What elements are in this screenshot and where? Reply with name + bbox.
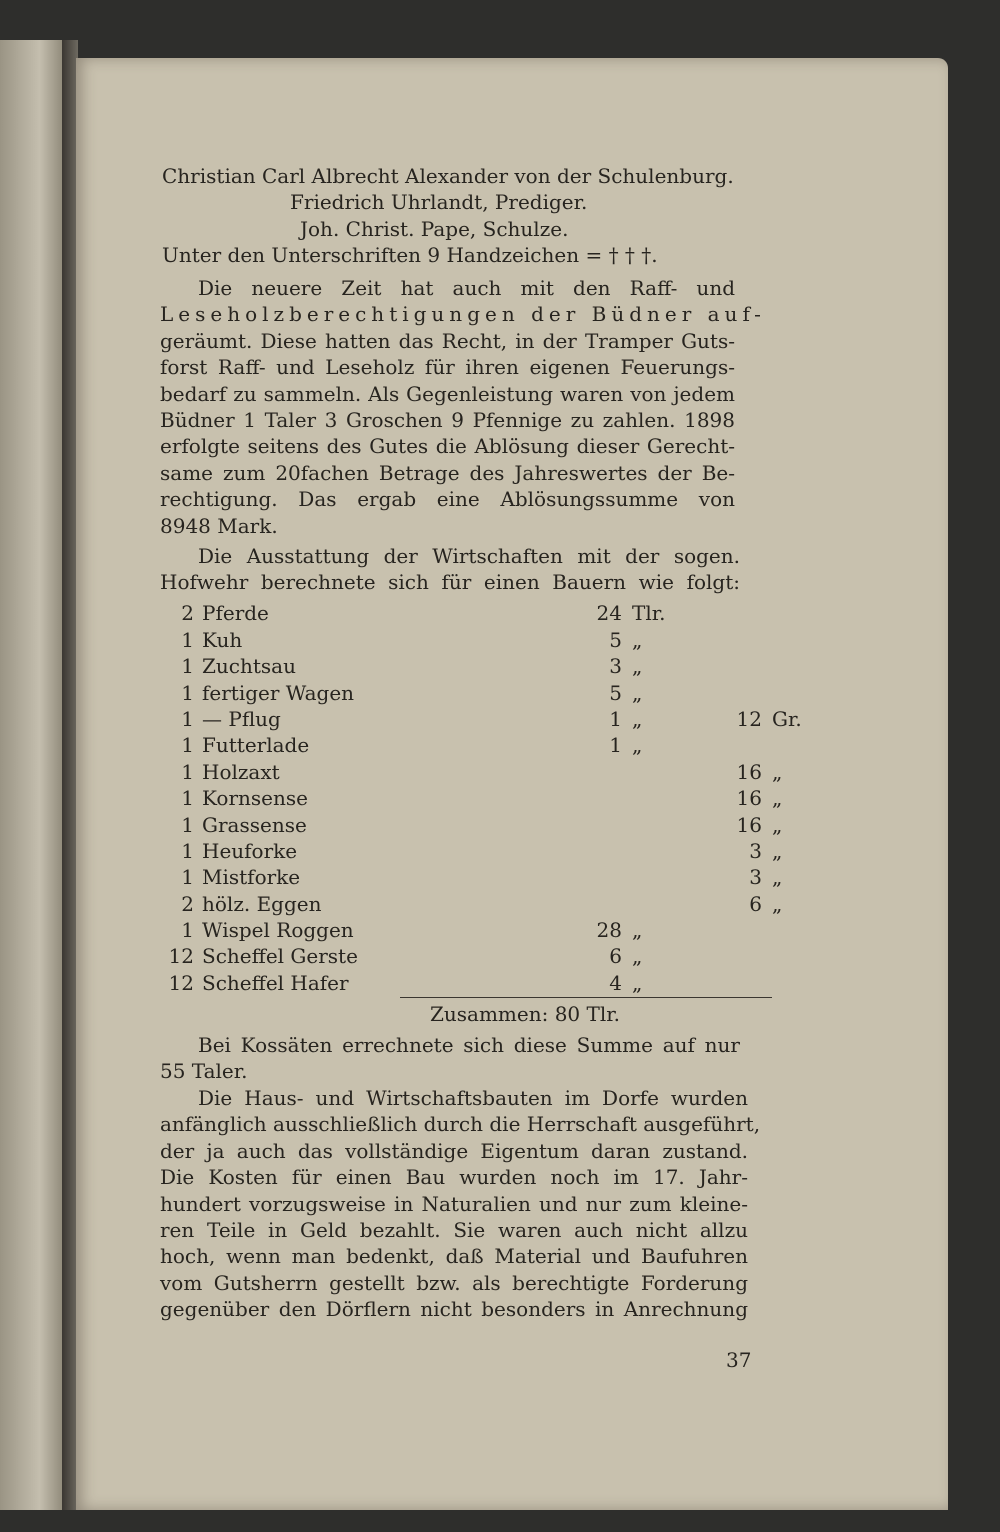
item-taler-unit: „: [632, 970, 643, 995]
item-quantity: 2: [181, 601, 194, 626]
item-name: Scheffel Hafer: [202, 970, 349, 995]
signature-3: Joh. Christ. Pape, Schulze.: [300, 216, 569, 241]
table-row: [160, 916, 812, 942]
table-row: [160, 968, 812, 994]
item-taler: 4: [609, 970, 622, 995]
item-taler: [542, 863, 622, 889]
item-groschen: [692, 942, 762, 968]
item-name: Scheffel Gerste: [202, 944, 358, 969]
item-name: Wispel Roggen: [202, 918, 354, 943]
text-line: 55 Taler.: [160, 1059, 248, 1084]
item-groschen-unit: „: [772, 812, 783, 837]
item-quantity: 1: [181, 786, 194, 811]
item-quantity: 1: [181, 838, 194, 863]
table-row: [160, 705, 812, 731]
item-groschen-unit: [762, 968, 812, 994]
item-name: Mistforke: [202, 865, 301, 890]
item-groschen-unit: „: [772, 891, 783, 916]
text-line: Leseholzberechtigungen der Büdner auf-: [160, 302, 766, 327]
item-taler-unit: [622, 757, 692, 783]
sum-rule: [400, 997, 772, 998]
facing-page-edge: [0, 40, 66, 1510]
paragraph-bauten: [160, 1085, 761, 1323]
text-line: Die Haus- und Wirtschaftsbauten im Dorfe wurden: [198, 1086, 748, 1110]
page-number: 37: [726, 1348, 752, 1372]
handzeichen-line: Unter den Unterschriften 9 Handzeichen = † † †.: [162, 243, 658, 268]
item-name: Grassense: [202, 812, 307, 837]
item-groschen-unit: [762, 599, 812, 625]
item-groschen-unit: [762, 678, 812, 704]
item-taler-unit: [622, 784, 692, 810]
table-row: [160, 810, 812, 836]
item-quantity: 1: [181, 918, 194, 943]
item-groschen-unit: „: [772, 838, 783, 863]
item-name: Holzaxt: [202, 759, 280, 784]
text-line: anfänglich ausschließlich durch die Herrschaft ausgeführt,: [160, 1112, 761, 1137]
item-quantity: 1: [181, 733, 194, 758]
item-taler-unit: [622, 837, 692, 863]
item-name: Zuchtsau: [202, 654, 296, 679]
item-groschen: [692, 916, 762, 942]
item-taler: 6: [609, 944, 622, 969]
table-row: [160, 678, 812, 704]
item-taler-unit: „: [632, 654, 643, 679]
table-row: [160, 863, 812, 889]
item-groschen: [692, 625, 762, 651]
item-taler-unit: [622, 810, 692, 836]
text-line: Die neuere Zeit hat auch mit den Raff- und: [198, 276, 735, 300]
hofwehr-list: [160, 599, 812, 995]
item-quantity: 12: [168, 944, 194, 969]
item-taler-unit: [622, 889, 692, 915]
item-quantity: 1: [181, 759, 194, 784]
item-name: — Pflug: [202, 706, 281, 731]
item-taler-unit: „: [632, 627, 643, 652]
item-groschen-unit: „: [772, 865, 783, 890]
signatures-block: [160, 163, 740, 269]
item-taler: 3: [609, 654, 622, 679]
item-name: Pferde: [202, 601, 269, 626]
text-line: bedarf zu sammeln. Als Gegenleistung waren von jedem: [160, 381, 735, 406]
item-name: fertiger Wagen: [202, 680, 355, 705]
item-quantity: 1: [181, 865, 194, 890]
text-line: der ja auch das vollständige Eigentum daran zustand.: [160, 1138, 748, 1163]
item-groschen: [692, 968, 762, 994]
item-taler: [542, 837, 622, 863]
item-taler: 5: [609, 680, 622, 705]
item-groschen: [692, 599, 762, 625]
item-name: Kornsense: [202, 786, 308, 811]
item-groschen: 3: [749, 838, 762, 863]
item-name: Futterlade: [202, 733, 310, 758]
item-taler: [542, 889, 622, 915]
paragraph-berechtigungen: [160, 275, 766, 539]
item-quantity: 1: [181, 706, 194, 731]
text-line: Bei Kossäten errechnete sich diese Summe auf nur: [198, 1033, 740, 1057]
table-row: [160, 757, 812, 783]
item-name: hölz. Eggen: [202, 891, 322, 916]
item-groschen-unit: [762, 916, 812, 942]
item-groschen: [692, 678, 762, 704]
item-groschen: 6: [749, 891, 762, 916]
item-groschen: [692, 731, 762, 757]
table-row: [160, 942, 812, 968]
text-line: gegenüber den Dörflern nicht besonders in Anrechnung: [160, 1297, 748, 1322]
paragraph-kossaeten: [160, 1032, 740, 1085]
item-groschen-unit: [762, 652, 812, 678]
item-quantity: 12: [168, 970, 194, 995]
table-row: [160, 731, 812, 757]
table-row: [160, 599, 812, 625]
item-taler-unit: „: [632, 733, 643, 758]
item-quantity: 1: [181, 680, 194, 705]
text-line: hoch, wenn man bedenkt, daß Material und Baufuhren: [160, 1244, 748, 1269]
item-groschen-unit: [762, 731, 812, 757]
item-groschen: 12: [736, 706, 762, 731]
text-line: Hofwehr berechnete sich für einen Bauern wie folgt:: [160, 570, 740, 595]
item-taler-unit: [622, 863, 692, 889]
item-groschen: 16: [736, 759, 762, 784]
item-name: Kuh: [202, 627, 243, 652]
table-row: [160, 784, 812, 810]
item-groschen: 3: [749, 865, 762, 890]
sum-total: Zusammen: 80 Tlr.: [430, 1002, 620, 1026]
table-row: [160, 837, 812, 863]
signature-2: Friedrich Uhrlandt, Prediger.: [290, 190, 588, 215]
item-taler: [542, 810, 622, 836]
item-taler: 28: [596, 918, 622, 943]
text-line: same zum 20fachen Betrage des Jahreswertes der Be-: [160, 460, 735, 485]
table-row: [160, 625, 812, 651]
item-groschen-unit: „: [772, 786, 783, 811]
text-line: Büdner 1 Taler 3 Groschen 9 Pfennige zu zahlen. 1898: [160, 408, 735, 433]
item-groschen-unit: „: [772, 759, 783, 784]
item-taler: [542, 784, 622, 810]
item-taler-unit: „: [632, 706, 643, 731]
text-line: 8948 Mark.: [160, 513, 278, 538]
item-quantity: 1: [181, 812, 194, 837]
text-line: rechtigung. Das ergab eine Ablösungssumme von: [160, 487, 735, 512]
item-groschen-unit: [762, 625, 812, 651]
item-taler: 1: [609, 733, 622, 758]
item-groschen: [692, 652, 762, 678]
item-groschen-unit: [762, 942, 812, 968]
hofwehr-table: [160, 599, 812, 995]
text-line: vom Gutsherrn gestellt bzw. als berechtigte Forderung: [160, 1270, 748, 1295]
text-line: forst Raff- und Leseholz für ihren eigenen Feuerungs-: [160, 355, 735, 380]
item-groschen: 16: [736, 812, 762, 837]
paragraph-hofwehr: [160, 543, 740, 596]
item-quantity: 2: [181, 891, 194, 916]
table-row: [160, 652, 812, 678]
text-line: ren Teile in Geld bezahlt. Sie waren auch nicht allzu: [160, 1218, 748, 1243]
item-taler-unit: „: [632, 680, 643, 705]
item-taler-unit: „: [632, 918, 643, 943]
text-line: erfolgte seitens des Gutes die Ablösung dieser Gerecht-: [160, 434, 735, 459]
signature-1: Christian Carl Albrecht Alexander von der Schulenburg.: [162, 164, 734, 188]
item-taler: [542, 757, 622, 783]
item-name: Heuforke: [202, 838, 298, 863]
table-row: [160, 889, 812, 915]
item-taler: 1: [609, 706, 622, 731]
text-line: hundert vorzugsweise in Naturalien und nur zum kleine-: [160, 1191, 748, 1216]
item-taler: 5: [609, 627, 622, 652]
item-quantity: 1: [181, 654, 194, 679]
item-taler-unit: „: [632, 944, 643, 969]
text-line: geräumt. Diese hatten das Recht, in der Tramper Guts-: [160, 328, 735, 353]
item-groschen-unit: Gr.: [772, 706, 802, 731]
text-line: Die Ausstattung der Wirtschaften mit der sogen.: [198, 544, 740, 568]
item-taler: 24: [596, 601, 622, 626]
item-groschen: 16: [736, 786, 762, 811]
text-line: Die Kosten für einen Bau wurden noch im 17. Jahr-: [160, 1165, 748, 1190]
item-taler-unit: Tlr.: [632, 601, 666, 626]
item-quantity: 1: [181, 627, 194, 652]
